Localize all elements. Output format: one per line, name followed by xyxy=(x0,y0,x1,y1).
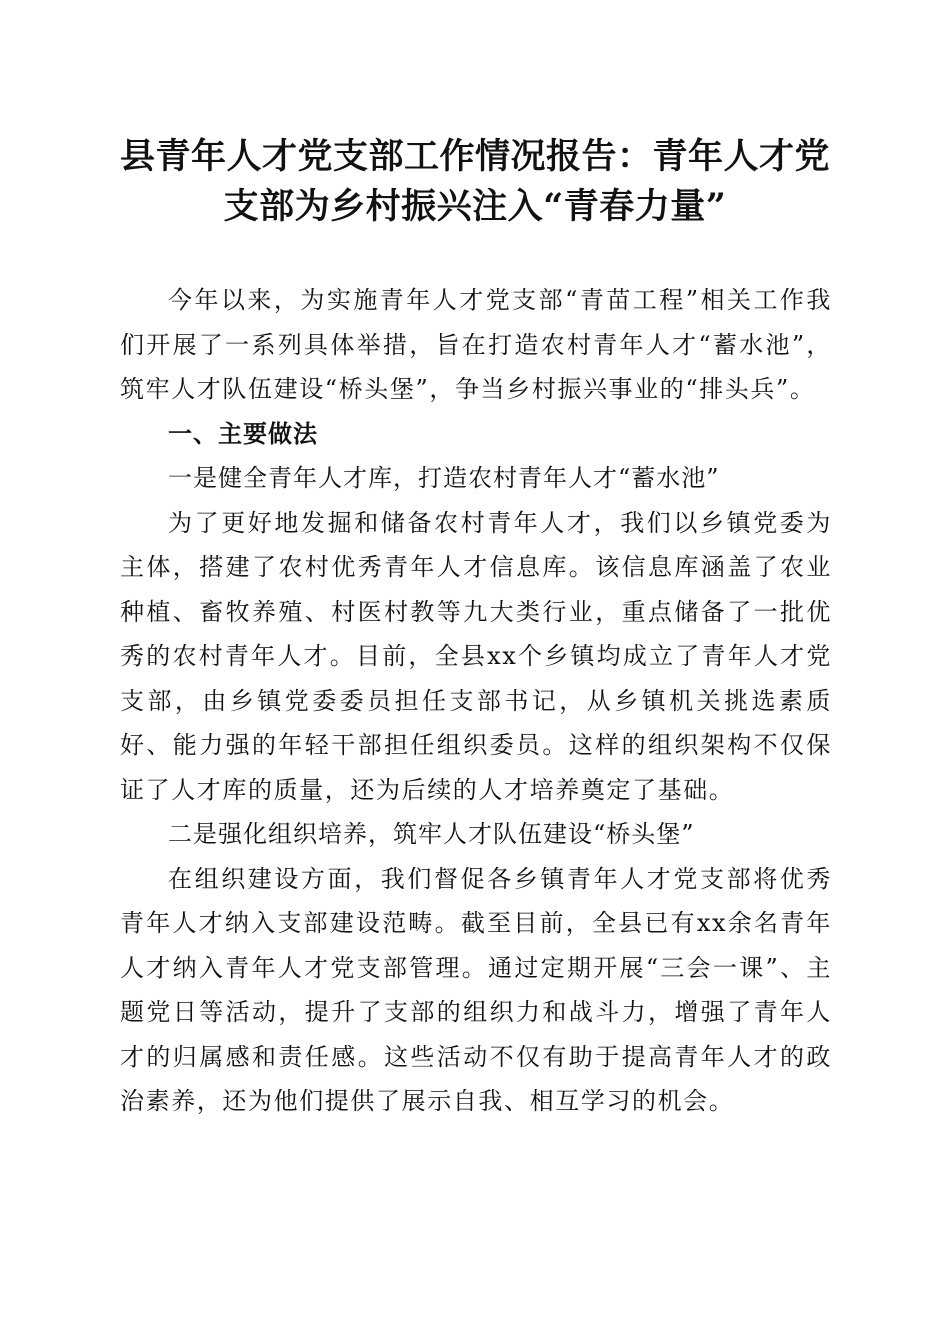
paragraph-2: 在组织建设方面，我们督促各乡镇青年人才党支部将优秀青年人才纳入支部建设范畴。截至目前，全县已有xx余名青年人才纳入青年人才党支部管理。通过定期开展“三会一课”、主题党日等活动，提升了支部的组织力和战斗力，增强了青年人才的归属感和责任感。这些活动不仅有助于提高青年人才的政治素养，还为他们提供了展示自我、相互学习的机会。 xyxy=(120,864,832,1115)
subsection-heading-1: 一是健全青年人才库，打造农村青年人才“蓄水池” xyxy=(168,464,720,492)
paragraph-1: 为了更好地发掘和储备农村青年人才，我们以乡镇党委为主体，搭建了农村优秀青年人才信息库。该信息库涵盖了农业种植、畜牧养殖、村医村教等九大类行业，重点储备了一批优秀的农村青年人才。目前，全县xx个乡镇均成立了青年人才党支部，由乡镇党委委员担任支部书记，从乡镇机关挑选素质好、能力强的年轻干部担任组织委员。这样的组织架构不仅保证了人才库的质量，还为后续的人才培养奠定了基础。 xyxy=(120,508,832,804)
intro-paragraph: 今年以来，为实施青年人才党支部“青苗工程”相关工作我们开展了一系列具体举措，旨在打造农村青年人才“蓄水池”，筑牢人才队伍建设“桥头堡”，争当乡村振兴事业的“排头兵”。 xyxy=(120,286,832,403)
subsection-heading-2: 二是强化组织培养，筑牢人才队伍建设“桥头堡” xyxy=(168,820,695,848)
title-line-1: 县青年人才党支部工作情况报告：青年人才党 xyxy=(119,136,830,177)
document-title xyxy=(100,132,850,232)
section-heading: 一、主要做法 xyxy=(168,419,318,448)
document-body xyxy=(120,278,832,1124)
title-line-2: 支部为乡村振兴注入“青春力量” xyxy=(223,186,727,227)
